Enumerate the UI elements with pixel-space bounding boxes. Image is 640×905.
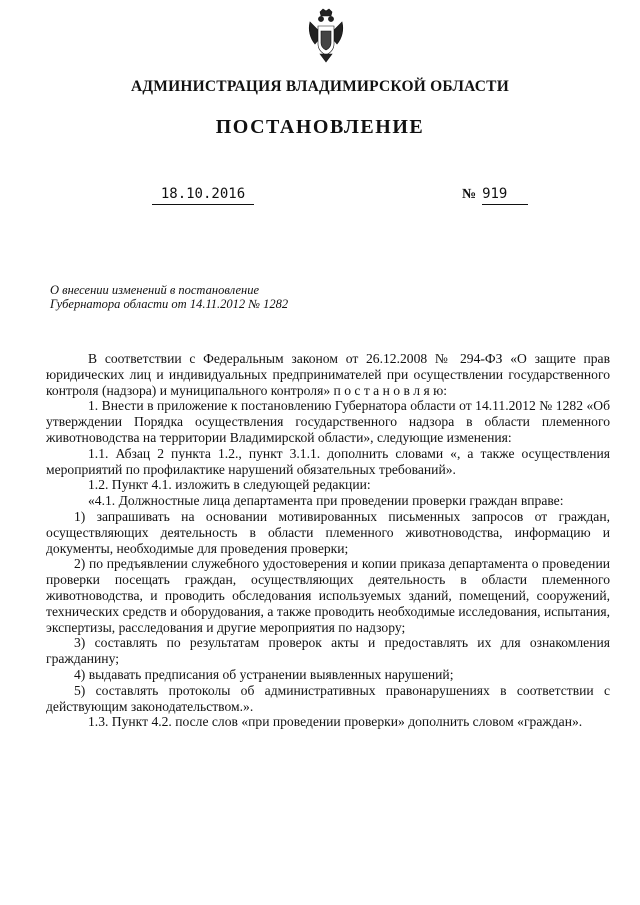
paragraph-subitem-1: 1) запрашивать на основании мотивированных письменных запросов от граждан, осуществляющих деятельность в области племенного животноводства, информацию и документы, необходимые для проведения проверки; (46, 508, 610, 556)
subject-line-2: Губернатора области от 14.11.2012 № 1282 (50, 297, 289, 311)
paragraph-item-1-3: 1.3. Пункт 4.2. после слов «при проведении проверки» дополнить словом «граждан». (88, 714, 583, 730)
organization-title: АДМИНИСТРАЦИЯ ВЛАДИМИРСКОЙ ОБЛАСТИ (131, 78, 509, 95)
paragraph-subitem-2: 2) по предъявлении служебного удостоверения и копии приказа департамента о проведении проверки посещать граждан, осуществляющих деятельность в области племенного животноводства, и проводить обследования используемых зданий, помещений, сооружений, технических средств и оборудования, а также проводить необходимые исследования, испытания, экспертизы, расследования и другие мероприятия по надзору; (46, 556, 610, 635)
paragraph-subitem-3: 3) составлять по результатам проверок акты и предоставлять их для ознакомления гражданину; (46, 635, 610, 667)
paragraph-item-1-2: 1.2. Пункт 4.1. изложить в следующей редакции: (88, 477, 371, 493)
paragraph-item-4-1: «4.1. Должностные лица департамента при проведении проверки граждан вправе: (88, 493, 564, 509)
coat-of-arms-icon (306, 8, 346, 64)
paragraph-subitem-4: 4) выдавать предписания об устранении выявленных нарушений; (74, 666, 454, 682)
paragraph-item-1-1: 1.1. Абзац 2 пункта 1.2., пункт 3.1.1. дополнить словами «, а также осуществления мероприятий по профилактике нарушений обязательных требований». (46, 445, 610, 477)
document-subject (50, 283, 350, 311)
document-number-value: 919 (482, 186, 528, 205)
paragraph-preamble: В соответствии с Федеральным законом от 26.12.2008 № 294-ФЗ «О защите прав юридических лиц и индивидуальных предпринимателей при осуществлении государственного контроля (надзора) и муниципального контроля» п о с т а н о в л я ю: (46, 351, 610, 398)
number-sign: № (462, 187, 477, 202)
subject-line-1: О внесении изменений в постановление (50, 283, 260, 297)
paragraph-item-1: 1. Внести в приложение к постановлению Губернатора области от 14.11.2012 № 1282 «Об утверждении Порядка осуществления государственного надзора в области племенного животноводства на территории Владимирской области», следующие изменения: (46, 398, 610, 445)
document-number (462, 186, 528, 205)
paragraph-subitem-5: 5) составлять протоколы об административных правонарушениях в соответствии с действующим законодательством.». (46, 682, 610, 714)
document-body (46, 351, 610, 730)
document-type-title: ПОСТАНОВЛЕНИЕ (215, 116, 425, 138)
document-date: 18.10.2016 (152, 186, 254, 205)
